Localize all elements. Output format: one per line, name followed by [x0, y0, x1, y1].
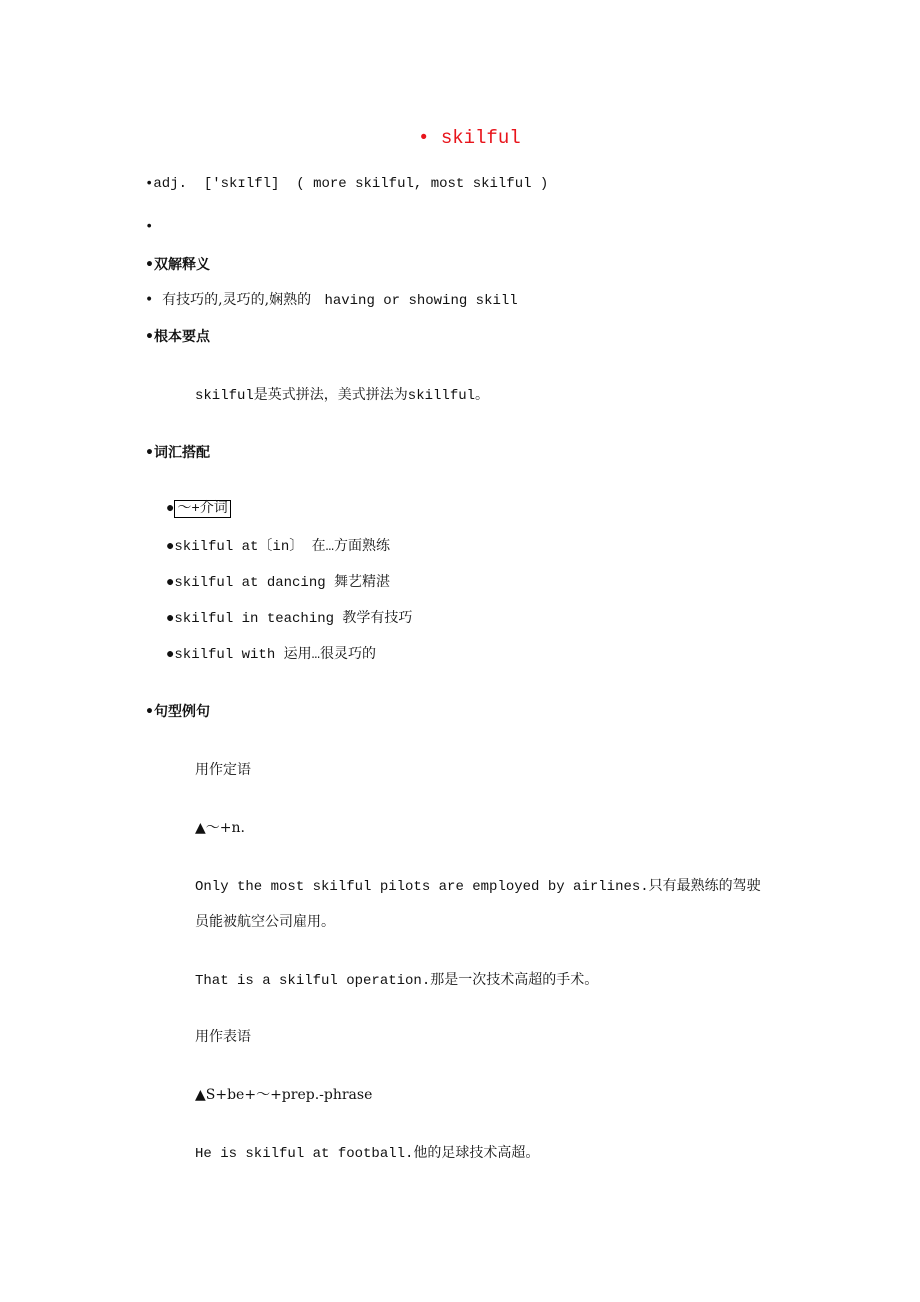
examples-heading-text: 句型例句 — [153, 704, 210, 720]
definition-cn: 有技巧的,灵巧的,娴熟的 — [162, 292, 312, 308]
pattern-1: ▲～+n. — [195, 820, 245, 836]
collocation-item: ●skilful at dancing 舞艺精湛 — [166, 575, 391, 591]
phonetic: ['skɪlfl] — [203, 176, 280, 192]
collocation-text: skilful at〔in〕 在…方面熟练 — [174, 539, 391, 555]
usage-label-attributive: 用作定语 — [195, 762, 251, 778]
example-1-line-1: Only the most skilful pilots are employed by airlines.只有最熟练的驾驶 — [195, 879, 761, 895]
example-3: He is skilful at football.他的足球技术高超。 — [195, 1146, 540, 1162]
collocations-heading — [145, 442, 210, 462]
bullet-icon: • — [145, 176, 154, 192]
examples-heading — [145, 701, 210, 721]
key-points-heading-text: 根本要点 — [153, 329, 210, 345]
usage-label-predicative: 用作表语 — [195, 1029, 251, 1045]
example-1-line-2: 员能被航空公司雇用。 — [195, 915, 335, 931]
entry-title — [418, 127, 521, 149]
pattern-2: ▲S+be+～+prep.-phrase — [195, 1087, 373, 1103]
definition-line — [145, 289, 518, 309]
collocation-item: ●skilful at〔in〕 在…方面熟练 — [166, 539, 391, 555]
pos-line — [145, 176, 548, 192]
collocation-boxed: ～+介词 — [174, 500, 230, 518]
headword: skilful — [440, 127, 521, 149]
definition-heading — [145, 254, 210, 274]
example-2: That is a skilful operation.那是一次技术高超的手术。 — [195, 973, 599, 989]
bullet-icon: • — [145, 257, 154, 273]
empty-bullet: • — [145, 219, 154, 235]
collocation-text: skilful at dancing 舞艺精湛 — [174, 575, 391, 591]
bullet-icon: • — [145, 329, 154, 345]
collocation-text: skilful in teaching 教学有技巧 — [174, 611, 413, 627]
bullet-icon: • — [145, 445, 154, 461]
key-points-heading — [145, 326, 210, 346]
bullet-icon: • — [145, 704, 154, 720]
definition-heading-text: 双解释义 — [153, 257, 210, 273]
collocation-item: ● ～+介词 — [166, 497, 231, 517]
word-forms: ( more skilful, most skilful ) — [296, 176, 549, 192]
collocation-item: ●skilful with 运用…很灵巧的 — [166, 647, 377, 663]
collocation-text: skilful with 运用…很灵巧的 — [174, 647, 377, 663]
definition-en: having or showing skill — [324, 293, 518, 309]
pos: adj. — [153, 176, 188, 192]
collocation-item: ●skilful in teaching 教学有技巧 — [166, 611, 413, 627]
collocations-heading-text: 词汇搭配 — [153, 445, 210, 461]
bullet-icon: • — [145, 292, 154, 308]
bullet-icon: • — [418, 127, 441, 149]
key-points-text: skilful是英式拼法，美式拼法为skillful。 — [195, 388, 490, 404]
